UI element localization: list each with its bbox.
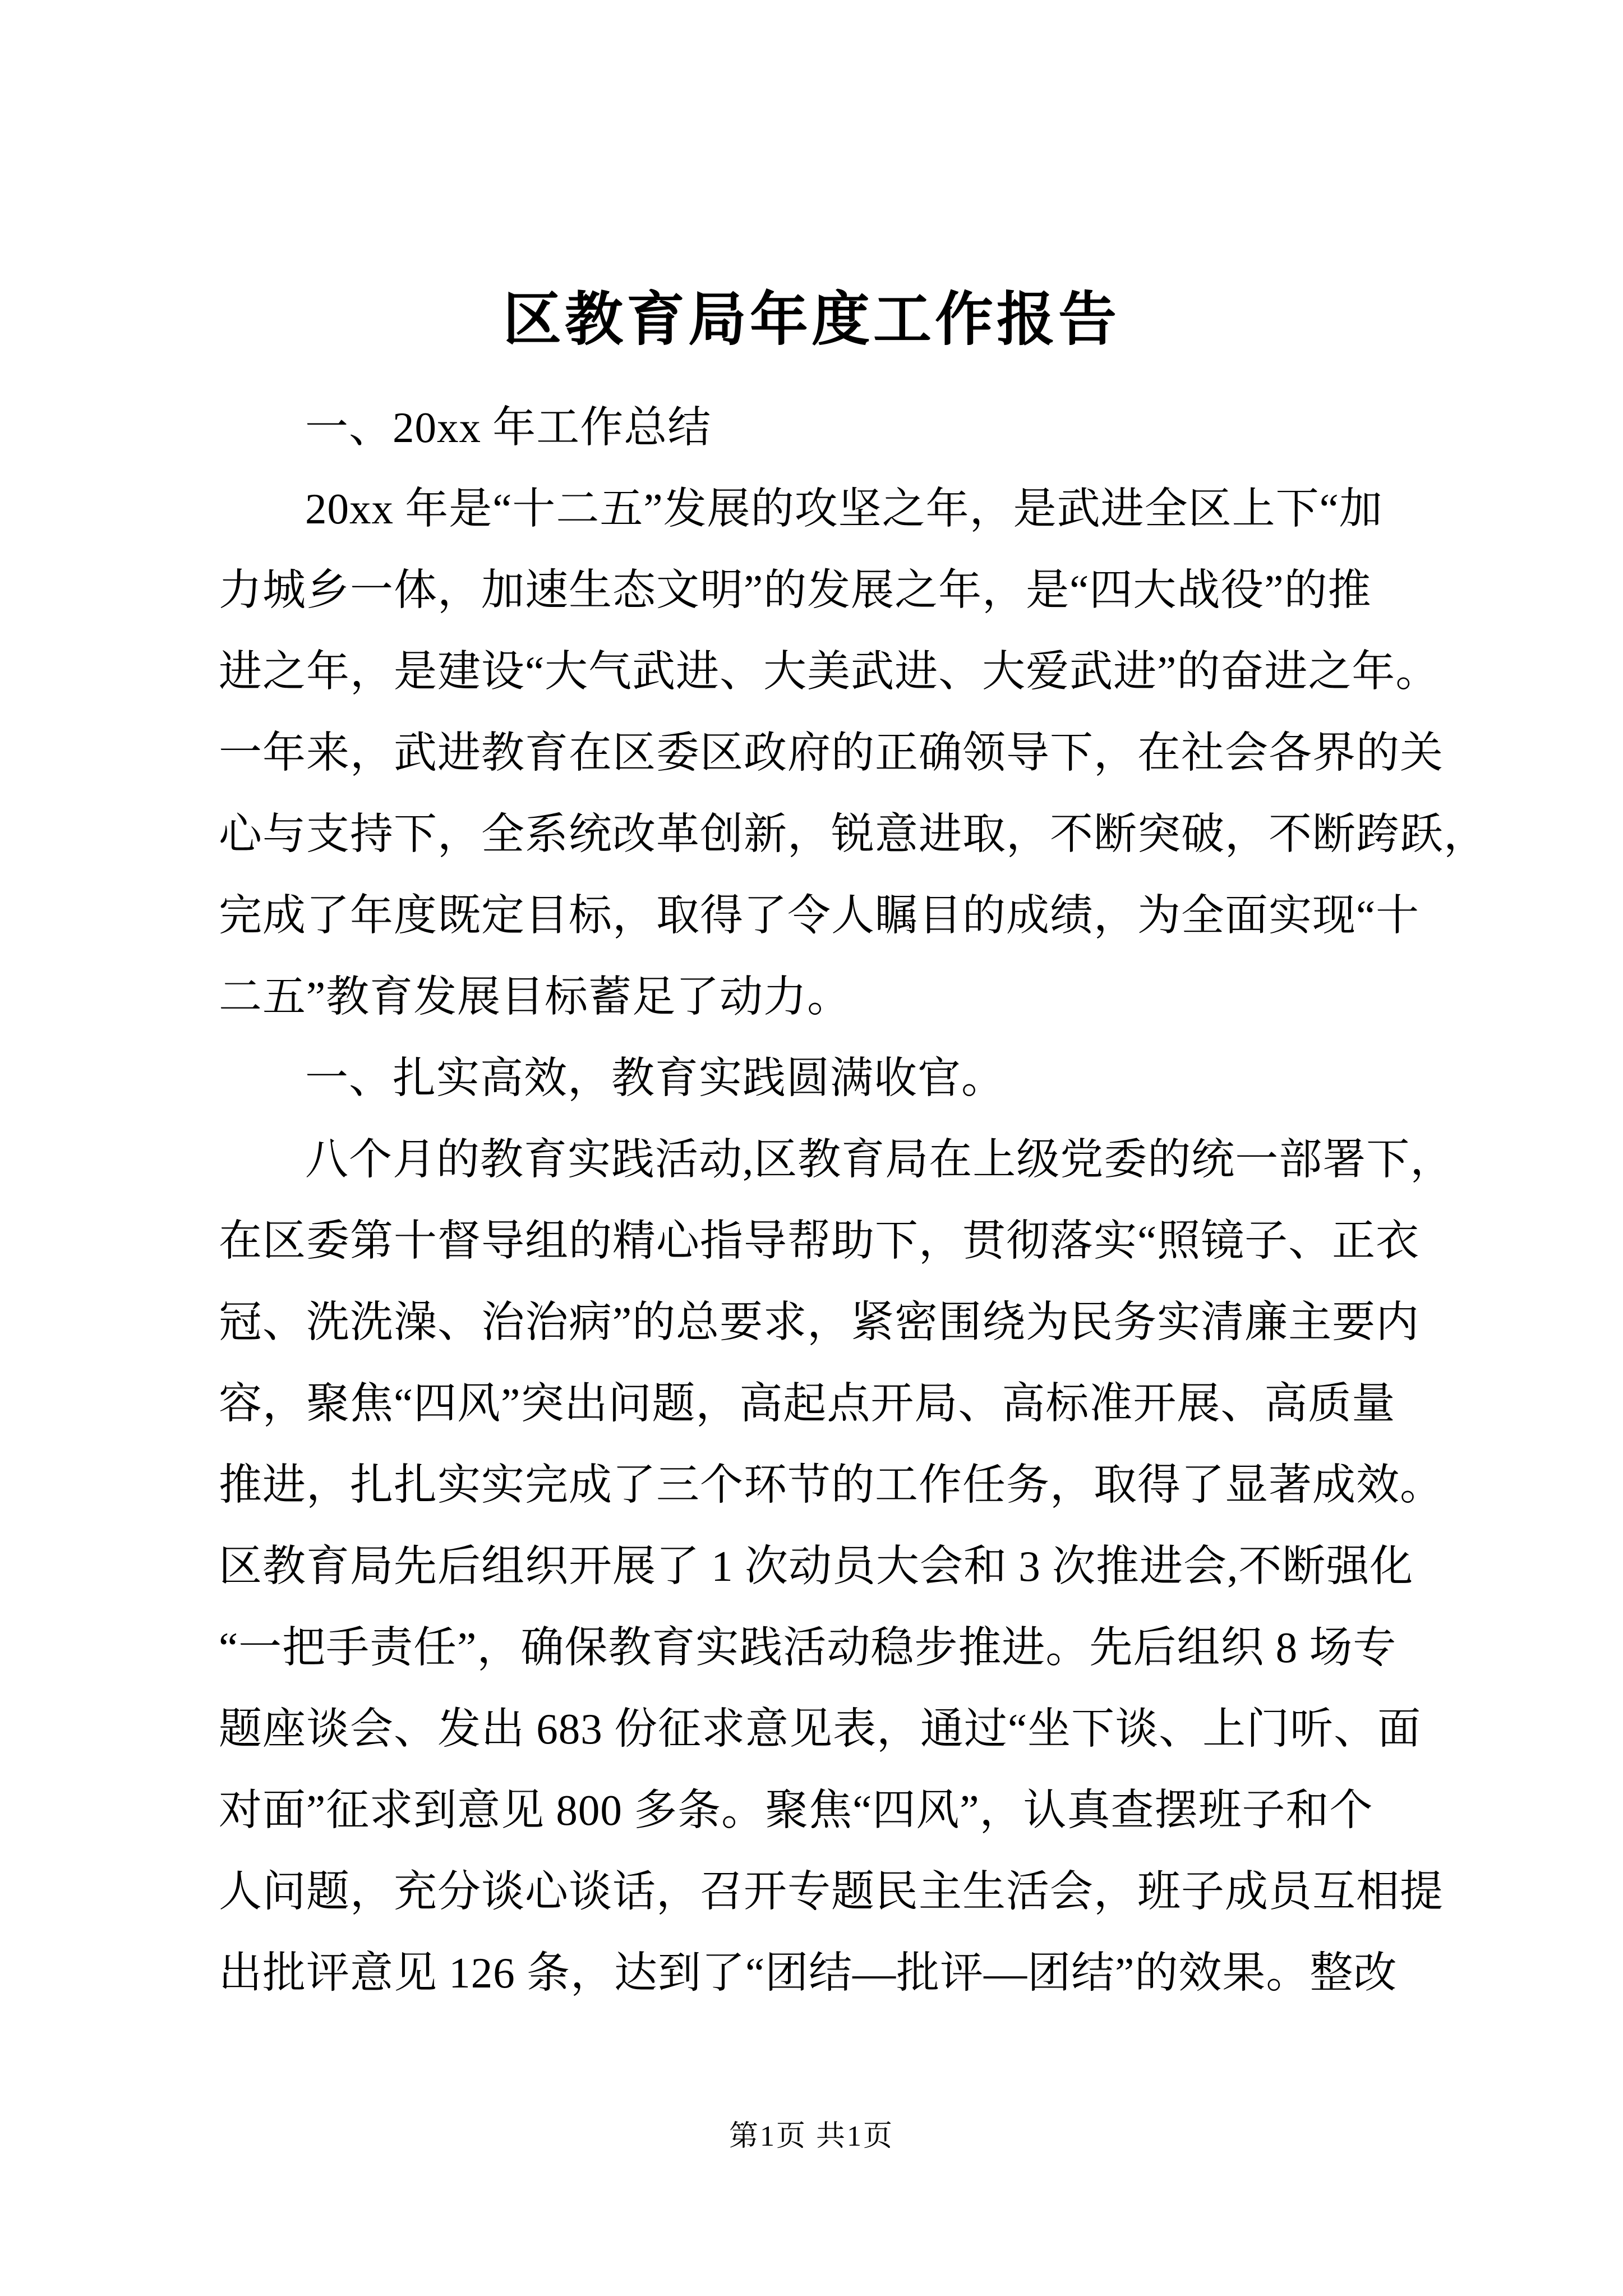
doc-line: “一把手责任”，确保教育实践活动稳步推进。先后组织 8 场专 (219, 1623, 1397, 1672)
doc-line: 完成了年度既定目标，取得了令人瞩目的成绩，为全面实现“十 (219, 891, 1420, 940)
doc-line: 容，聚焦“四风”突出问题，高起点开局、高标准开展、高质量 (219, 1379, 1396, 1428)
doc-line: 对面”征求到意见 800 多条。聚焦“四风”，认真查摆班子和个 (219, 1786, 1373, 1834)
doc-line: 一、20xx 年工作总结 (305, 403, 712, 452)
doc-line: 区教育局先后组织开展了 1 次动员大会和 3 次推进会,不断强化 (219, 1542, 1414, 1590)
doc-line: 心与支持下，全系统改革创新，锐意进取，不断突破，不断跨跃， (219, 810, 1487, 858)
doc-line: 八个月的教育实践活动,区教育局在上级党委的统一部署下， (305, 1135, 1454, 1184)
doc-line: 20xx 年是“十二五”发展的攻坚之年，是武进全区上下“加 (305, 485, 1383, 533)
doc-line: 出批评意见 126 条，达到了“团结—批评—团结”的效果。整改 (219, 1949, 1398, 1997)
doc-line: 在区委第十督导组的精心指导帮助下，贯彻落实“照镜子、正衣 (219, 1217, 1420, 1265)
document-title: 区教育局年度工作报告 (502, 287, 1120, 352)
doc-line: 进之年，是建设“大气武进、大美武进、大爱武进”的奋进之年。 (219, 647, 1440, 696)
doc-line: 人问题，充分谈心谈话，召开专题民主生活会，班子成员互相提 (219, 1867, 1444, 1916)
doc-line: 推进，扎扎实实完成了三个环节的工作任务，取得了显著成效。 (219, 1461, 1444, 1509)
document-body (219, 387, 1487, 2014)
doc-line: 一、扎实高效，教育实践圆满收官。 (305, 1054, 1005, 1102)
page-number-footer: 第1页 共1页 (728, 2120, 894, 2152)
doc-line: 力城乡一体，加速生态文明”的发展之年，是“四大战役”的推 (219, 566, 1372, 614)
doc-line: 二五”教育发展目标蓄足了动力。 (219, 973, 851, 1021)
doc-line: 冠、洗洗澡、治治病”的总要求，紧密围绕为民务实清廉主要内 (219, 1298, 1420, 1346)
doc-line: 题座谈会、发出 683 份征求意见表，通过“坐下谈、上门听、面 (219, 1705, 1422, 1753)
doc-line: 一年来，武进教育在区委区政府的正确领导下，在社会各界的关 (219, 729, 1444, 777)
